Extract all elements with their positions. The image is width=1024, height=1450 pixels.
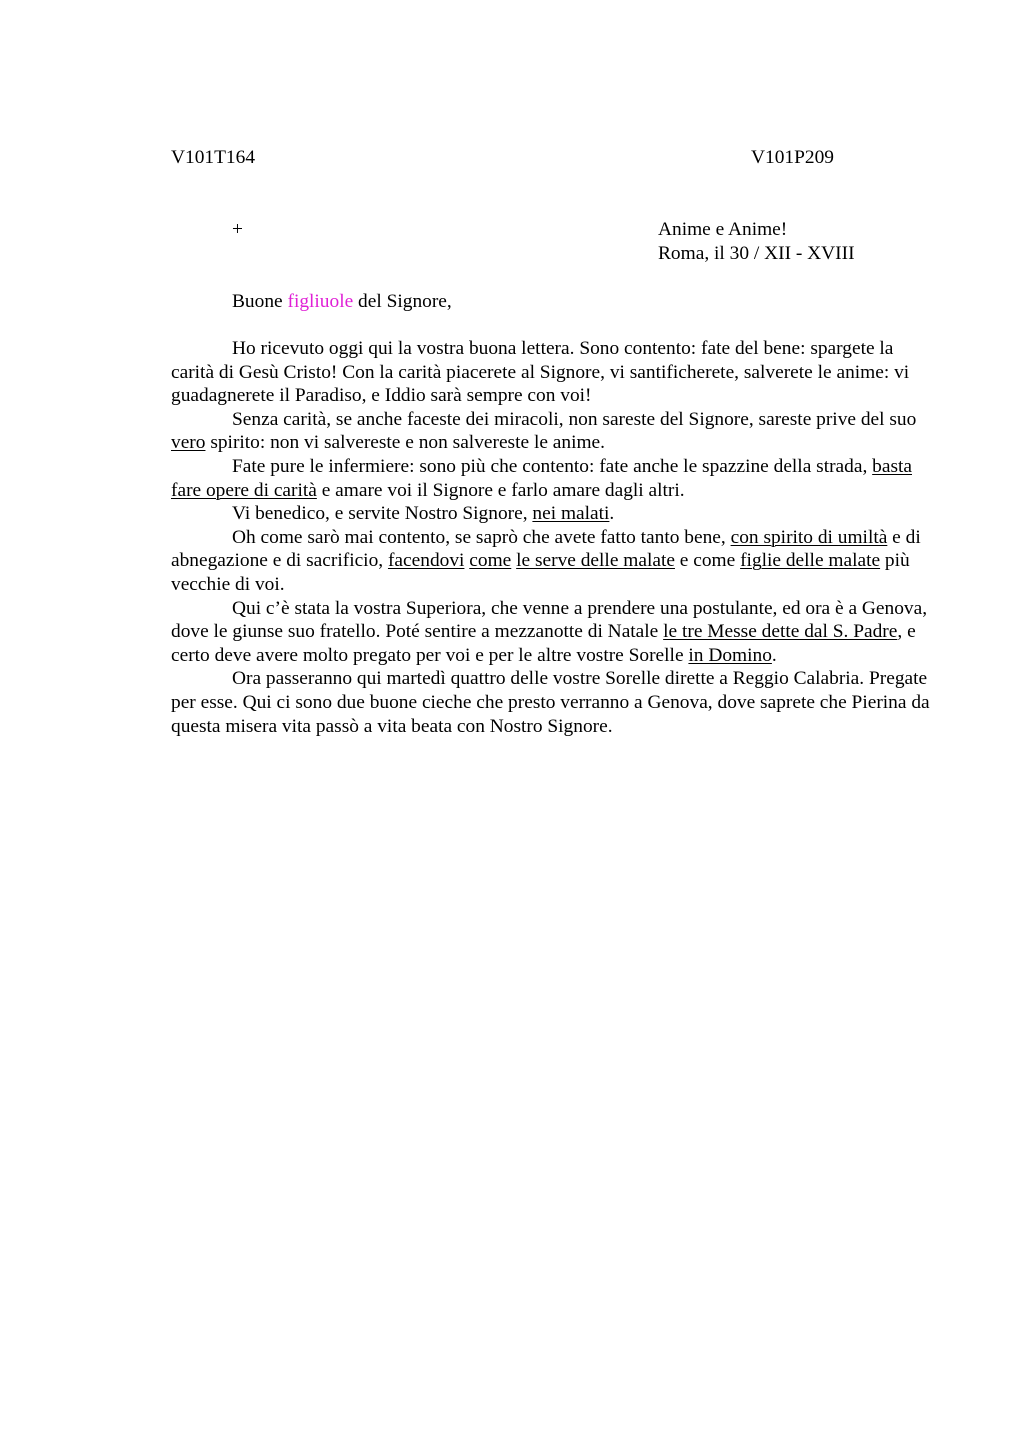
paragraph-text: spirito: non vi salvereste e non salvereste le anime. [205, 432, 606, 454]
underlined-phrase: vero [171, 432, 206, 454]
paragraph-text: . [609, 503, 615, 525]
paragraph-text: , e certo deve avere molto pregato per voi e per le altre vostre Sorelle [171, 621, 916, 666]
document-id-right: V101P209 [751, 147, 834, 168]
underlined-phrase: le serve delle malate [516, 550, 675, 572]
salutation [232, 290, 452, 314]
underlined-phrase: basta fare opere di carità [171, 455, 912, 501]
paragraph-text: Fate pure le infermiere: sono più che contento: fate anche le spazzine della strada, [232, 455, 873, 477]
paragraph-4 [171, 502, 931, 526]
paragraph-text: più vecchie di voi. [171, 550, 910, 595]
underlined-phrase: figlie delle malate [740, 550, 881, 572]
paragraph-text: Qui c’è stata la vostra Superiora, che venne a prendere una postulante, ed ora è a Genova, dove le giunse suo fratello. Poté sentire a mezzanotte di Natale [171, 597, 928, 643]
cross-symbol: + [232, 219, 243, 240]
document-id-left: V101T164 [171, 147, 256, 168]
paragraph-1: Ho ricevuto oggi qui la vostra buona lettera. Sono contento: fate del bene: spargete la carità di Gesù Cristo! Con la carità piacerete al Signore, vi santificherete, salverete le anime: vi guadagnerete il Paradiso, e Iddio sarà sempre con voi! [171, 338, 910, 407]
salutation-end: del Signore, [353, 291, 452, 312]
underlined-phrase: le tre Messe dette dal S. Padre [663, 621, 898, 643]
paragraph-text: Vi benedico, e servite Nostro Signore, [232, 503, 533, 525]
paragraph-5 [171, 526, 931, 597]
salutation-highlight: figliuole [287, 291, 354, 312]
paragraph-text: e come [674, 550, 741, 572]
underlined-phrase: come [469, 550, 512, 572]
letter-body [171, 337, 931, 738]
underlined-phrase: nei malati [532, 503, 610, 525]
dateline: Roma, il 30 / XII - XVIII [658, 243, 855, 264]
salutation-start: Buone [232, 291, 288, 312]
paragraph-text: . [771, 644, 777, 666]
paragraph-6 [171, 597, 931, 668]
paragraph-text: Oh come sarò mai contento, se saprò che avete fatto tanto bene, [232, 526, 731, 548]
paragraph-7: Ora passeranno qui martedì quattro delle vostre Sorelle dirette a Reggio Calabria. Pregate per esse. Qui ci sono due buone cieche che presto verranno a Genova, dove saprete che Pierina da questa misera vita passò a vita beata con Nostro Signore. [171, 668, 930, 737]
paragraph-2 [171, 408, 931, 455]
underlined-phrase: in Domino [688, 644, 772, 666]
paragraph-text: e di abnegazione e di sacrificio, [171, 526, 921, 572]
underlined-phrase: facendovi [387, 550, 465, 572]
paragraph-3 [171, 455, 931, 502]
motto: Anime e Anime! [658, 219, 788, 240]
paragraph-text: e amare voi il Signore e farlo amare dagli altri. [316, 479, 685, 501]
underlined-phrase: con spirito di umiltà [730, 526, 888, 548]
paragraph-text: Senza carità, se anche faceste dei miracoli, non sareste del Signore, sareste prive del suo [232, 408, 917, 430]
